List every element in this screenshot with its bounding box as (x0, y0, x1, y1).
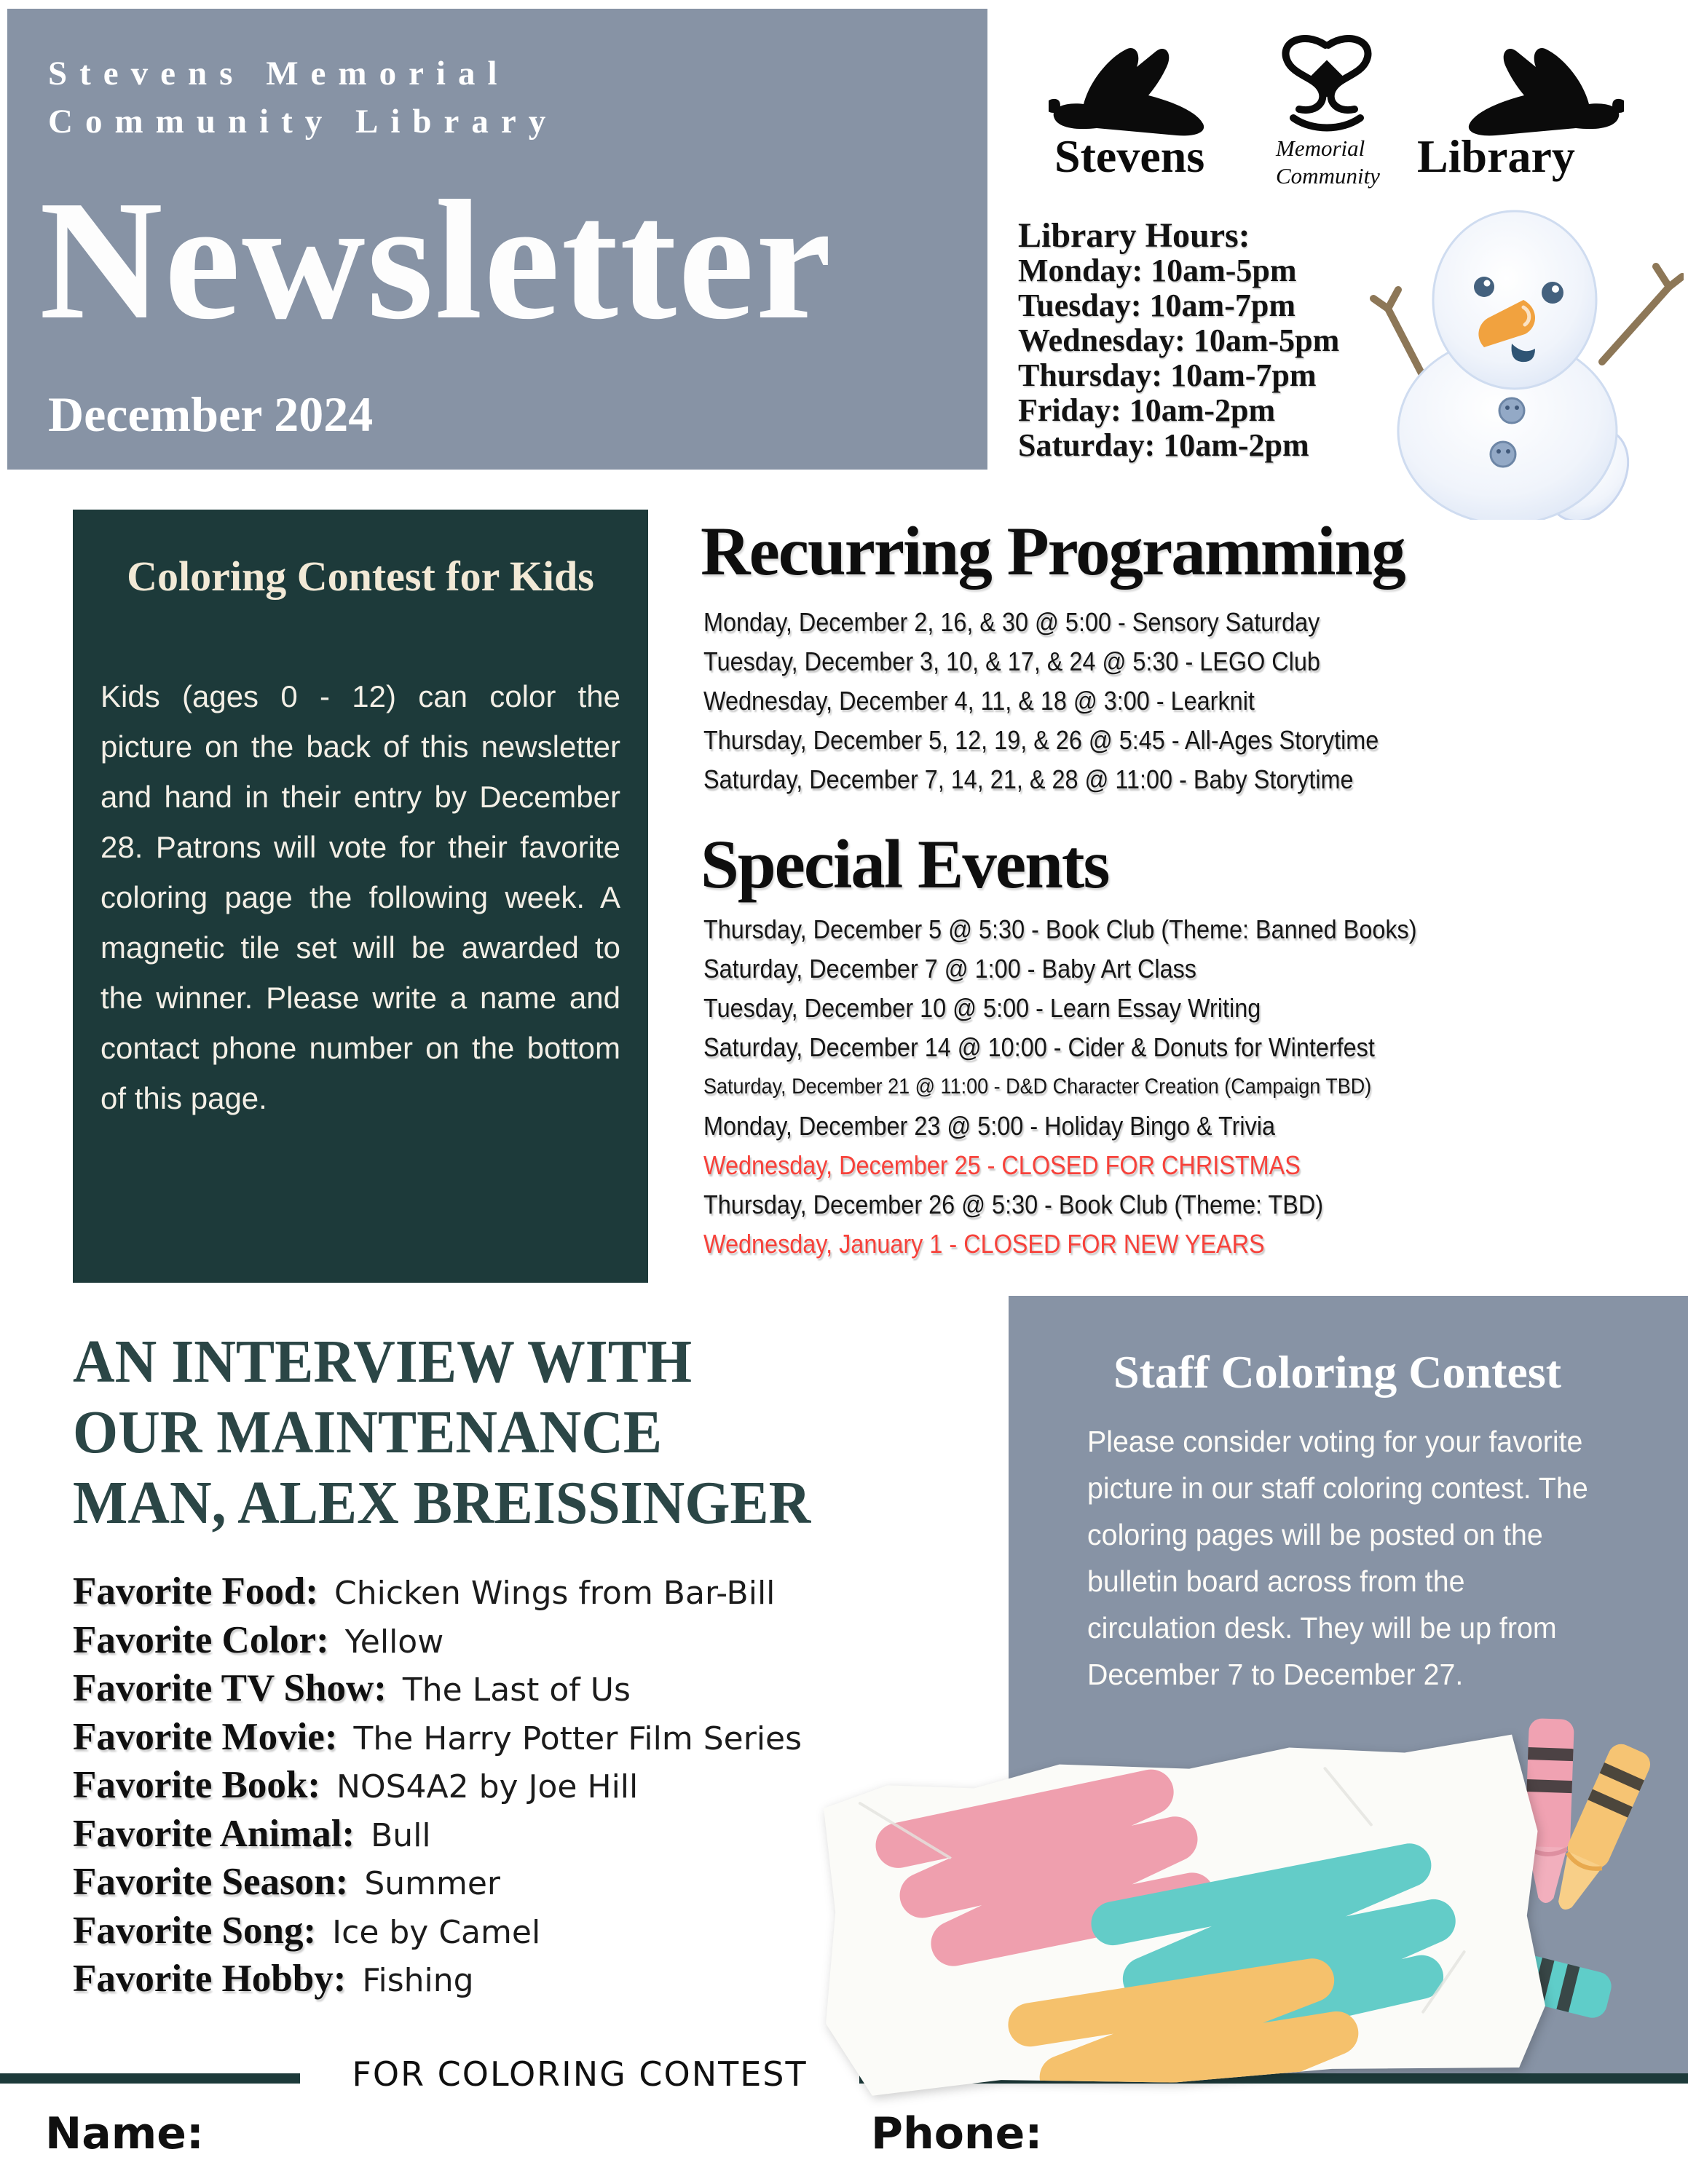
staff-contest-title: Staff Coloring Contest (1113, 1346, 1562, 1398)
scribble-paper-illustration (821, 1746, 1541, 2082)
event-row: Saturday, December 7, 14, 21, & 28 @ 11:00 - Baby Storytime (703, 764, 1354, 794)
logo-knot-icon (1286, 39, 1368, 127)
kids-contest-card (73, 510, 648, 1283)
recurring-programming-heading: Recurring Programming (701, 513, 1405, 590)
interview-heading-line: OUR MAINTENANCE (73, 1398, 663, 1466)
favorite-label: Favorite Movie: (73, 1715, 338, 1758)
favorite-value: NOS4A2 by Joe Hill (336, 1768, 639, 1805)
hours-line: Tuesday: 10am-7pm (1018, 288, 1295, 323)
special-events-heading: Special Events (701, 826, 1109, 903)
event-row: Monday, December 23 @ 5:00 - Holiday Bingo & Trivia (703, 1111, 1276, 1141)
favorite-value: Summer (364, 1865, 501, 1902)
event-row: Saturday, December 7 @ 1:00 - Baby Art Class (703, 954, 1196, 984)
hours-line: Thursday: 10am-7pm (1018, 357, 1317, 393)
snowman-icon (1369, 191, 1684, 520)
kids-contest-title: Coloring Contest for Kids (127, 553, 594, 600)
crumpled-paper-icon (814, 1730, 1547, 2098)
favorite-row (73, 1618, 1056, 1667)
masthead (7, 9, 987, 470)
event-row: Tuesday, December 10 @ 5:00 - Learn Essay Writing (703, 993, 1261, 1023)
favorite-label: Favorite TV Show: (73, 1667, 387, 1709)
phone-label: Phone: (871, 2108, 1043, 2159)
favorite-label: Favorite Book: (73, 1764, 321, 1806)
interview-heading (73, 1326, 811, 1538)
yellow-scribble-icon (1029, 1979, 1341, 2097)
logo-word-community: Community (1276, 163, 1380, 189)
favorite-value: Chicken Wings from Bar-Bill (334, 1575, 776, 1612)
favorite-label: Favorite Food: (73, 1570, 319, 1613)
event-row: Monday, December 2, 16, & 30 @ 5:00 - Sensory Saturday (703, 607, 1320, 637)
favorite-label: Favorite Hobby: (73, 1958, 347, 2000)
library-cats-logo-icon (1049, 35, 1624, 143)
special-event-list (703, 910, 1496, 1264)
right-cat-icon (1469, 48, 1624, 135)
hours-line: Friday: 10am-2pm (1018, 392, 1276, 428)
favorite-value: Fishing (362, 1962, 474, 1999)
favorite-row (73, 1570, 1056, 1618)
event-row: Thursday, December 5 @ 5:30 - Book Club (Theme: Banned Books) (703, 914, 1417, 944)
interview-heading-line: MAN, ALEX BREISSINGER (73, 1469, 811, 1537)
snowman-head (1433, 211, 1596, 389)
event-row: Thursday, December 5, 12, 19, & 26 @ 5:45 - All-Ages Storytime (703, 725, 1379, 755)
org-name-line-1: Stevens Memorial (48, 55, 510, 92)
hours-line: Monday: 10am-5pm (1018, 253, 1297, 288)
logo-word-library: Library (1417, 130, 1575, 182)
favorite-label: Favorite Season: (73, 1861, 349, 1903)
newsletter-title: Newsletter (39, 165, 833, 355)
favorite-label: Favorite Animal: (73, 1812, 355, 1855)
favorite-label: Favorite Song: (73, 1909, 317, 1952)
favorite-value: Ice by Camel (332, 1913, 541, 1951)
coloring-contest-divider-label: FOR COLORING CONTEST (352, 2054, 808, 2094)
library-hours (1018, 218, 1426, 463)
favorite-value: The Last of Us (402, 1671, 631, 1709)
issue-date: December 2024 (48, 387, 374, 442)
event-row: Thursday, December 26 @ 5:30 - Book Club (Theme: TBD) (703, 1190, 1324, 1219)
kids-contest-body: Kids (ages 0 - 12) can color the picture on the back of this newsletter and hand in their entry by December 28. Patrons will vote for their favorite coloring page the following week. A magnetic tile set will be awarded to the winner. Please write a name and contact phone number on the bottom of this page. (100, 679, 620, 1115)
event-row: Wednesday, December 4, 11, & 18 @ 3:00 - Learknit (703, 686, 1255, 716)
event-row: Saturday, December 21 @ 11:00 - D&D Character Creation (Campaign TBD) (703, 1075, 1372, 1099)
event-row-closed: Wednesday, December 25 - CLOSED FOR CHRISTMAS (703, 1150, 1301, 1180)
library-hours-title: Library Hours: (1018, 216, 1250, 255)
recurring-event-list (703, 603, 1454, 799)
logo-word-memorial: Memorial (1276, 135, 1365, 161)
hours-line: Wednesday: 10am-5pm (1018, 323, 1340, 358)
staff-contest-body: Please consider voting for your favorite picture in our staff coloring contest. The coloring pages will be posted on the bulletin board across from the circulation desk. They will be up from December 7 to December 27. (1087, 1425, 1588, 1691)
logo-word-stevens: Stevens (1054, 130, 1205, 182)
hours-line: Saturday: 10am-2pm (1018, 427, 1309, 463)
name-label: Name: (45, 2108, 204, 2159)
interview-heading-line: AN INTERVIEW WITH (73, 1328, 693, 1396)
favorite-row (73, 1666, 1056, 1715)
favorite-value: The Harry Potter Film Series (353, 1720, 802, 1757)
event-row: Tuesday, December 3, 10, & 17, & 24 @ 5:30 - LEGO Club (703, 646, 1320, 676)
divider-line (0, 2073, 300, 2084)
org-name-line-2: Community Library (48, 103, 559, 141)
event-row-closed: Wednesday, January 1 - CLOSED FOR NEW YEARS (703, 1229, 1265, 1259)
favorite-value: Yellow (344, 1623, 444, 1661)
favorite-value: Bull (371, 1816, 431, 1854)
favorite-label: Favorite Color: (73, 1618, 329, 1661)
left-cat-icon (1049, 48, 1204, 135)
event-row: Saturday, December 14 @ 10:00 - Cider & Donuts for Winterfest (703, 1032, 1375, 1062)
